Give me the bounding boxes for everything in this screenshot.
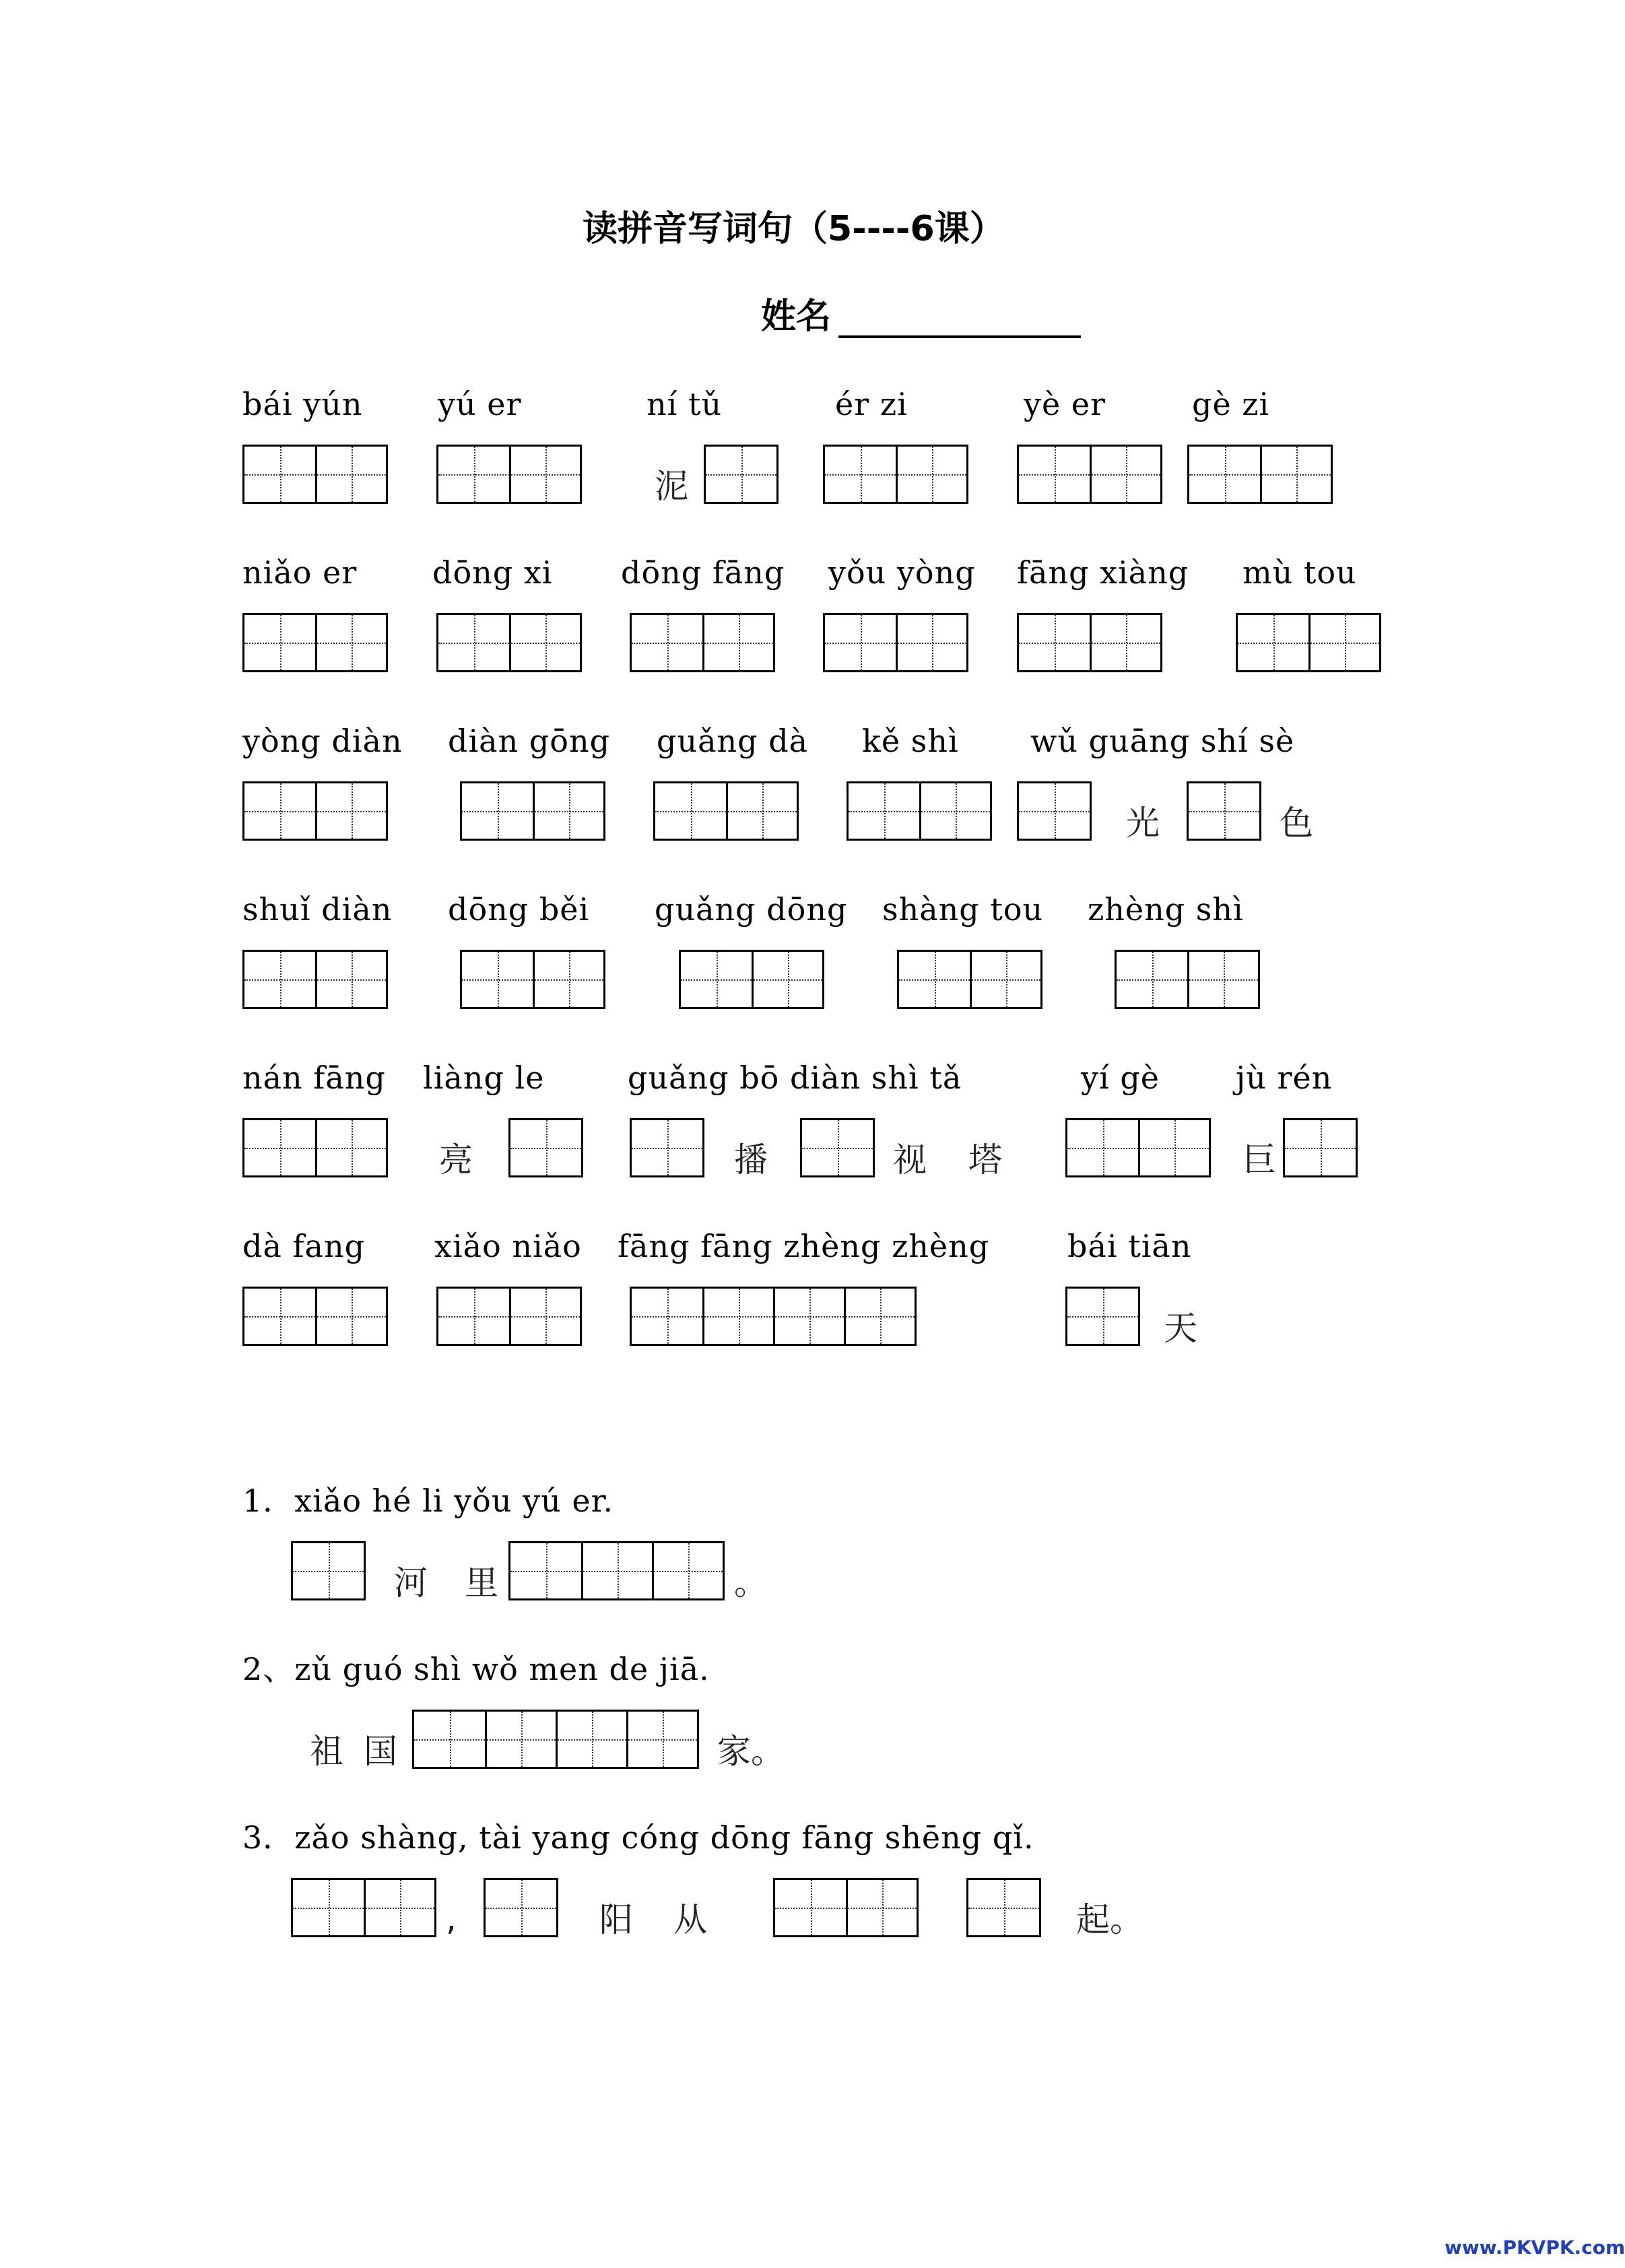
pinyin-item: dōng běi [448,891,590,928]
pinyin-item: xiǎo niǎo [434,1228,582,1264]
pinyin-item: bái yún [242,386,363,422]
writing-grid[interactable] [508,1541,725,1600]
given-character: 色 [1280,804,1313,843]
given-character: 亮 [439,1140,473,1179]
writing-grid[interactable] [1187,445,1333,504]
writing-grid[interactable] [773,1878,919,1937]
writing-grid[interactable] [1017,613,1162,672]
pinyin-item: wǔ guāng shí sè [1030,723,1295,759]
given-character: 天 [1164,1309,1197,1348]
writing-grid[interactable] [1017,781,1092,841]
name-line[interactable] [838,335,1081,338]
pinyin-item: niǎo er [242,554,358,591]
writing-grid[interactable] [1187,781,1261,841]
writing-grid[interactable] [242,781,388,841]
writing-grid[interactable] [704,445,778,504]
pinyin-item: yí gè [1081,1060,1160,1096]
given-character: 巨 [1242,1140,1276,1179]
given-character: 从 [673,1900,707,1939]
writing-grid[interactable] [508,1118,583,1177]
writing-grid[interactable] [460,781,605,841]
pinyin-item: jù rén [1236,1060,1333,1096]
pinyin-item: diàn gōng [448,723,611,759]
pinyin-item: gè zi [1192,386,1270,422]
pinyin-item: yòng diàn [242,723,403,759]
given-character: 播 [734,1140,768,1179]
pinyin-item: guǎng dà [657,723,809,759]
given-character: 家。 [717,1732,785,1771]
pinyin-item: zhèng shì [1088,891,1244,928]
writing-grid[interactable] [436,613,582,672]
given-character: 河 [394,1563,428,1602]
writing-grid[interactable] [823,613,968,672]
given-character: 。 [734,1563,768,1602]
pinyin-item: fāng fāng zhèng zhèng [618,1228,990,1264]
given-character: 起。 [1076,1900,1143,1939]
writing-grid[interactable] [460,950,605,1009]
writing-grid[interactable] [1017,445,1162,504]
website-watermark: www.PKVPK.com [1445,2236,1625,2259]
writing-grid[interactable] [291,1878,436,1937]
pinyin-item: yú er [438,386,522,422]
pinyin-item: yè er [1024,386,1106,422]
pinyin-item: ér zi [835,386,908,422]
writing-grid[interactable] [800,1118,875,1177]
pinyin-item: bái tiān [1067,1228,1192,1264]
writing-grid[interactable] [679,950,824,1009]
pinyin-item: dà fang [242,1228,366,1264]
writing-grid[interactable] [630,1287,917,1346]
pinyin-item: guǎng bō diàn shì tǎ [628,1060,962,1096]
writing-grid[interactable] [897,950,1042,1009]
writing-grid[interactable] [1115,950,1260,1009]
writing-grid[interactable] [1283,1118,1358,1177]
writing-grid[interactable] [242,1118,388,1177]
writing-grid[interactable] [436,1287,582,1346]
given-character: 祖 [310,1732,343,1771]
pinyin-item: fāng xiàng [1017,554,1189,591]
pinyin-item: dōng xi [432,554,553,591]
given-character: 国 [364,1732,397,1771]
writing-grid[interactable] [966,1878,1041,1937]
writing-grid[interactable] [1065,1287,1140,1346]
writing-grid[interactable] [630,1118,704,1177]
name-label: 姓名 [761,296,832,337]
writing-grid[interactable] [1236,613,1381,672]
punctuation: , [446,1899,457,1938]
pinyin-item: guǎng dōng [655,891,848,928]
sentence-pinyin: 3．zǎo shàng, tài yang cóng dōng fāng shēng qǐ. [242,1819,1034,1856]
writing-grid[interactable] [484,1878,558,1937]
writing-grid[interactable] [242,445,388,504]
given-character: 塔 [968,1140,1002,1179]
sentence-pinyin: 1．xiǎo hé li yǒu yú er. [242,1483,614,1519]
pinyin-item: liàng le [423,1060,545,1096]
pinyin-item: nán fāng [242,1060,386,1096]
pinyin-item: shuǐ diàn [242,891,393,928]
writing-grid[interactable] [630,613,775,672]
given-character: 里 [465,1563,498,1602]
writing-grid[interactable] [1065,1118,1211,1177]
writing-grid[interactable] [242,613,388,672]
pinyin-item: dōng fāng [621,554,785,591]
writing-grid[interactable] [291,1541,366,1600]
writing-grid[interactable] [823,445,968,504]
pinyin-item: yǒu yòng [828,554,976,591]
given-character: 阳 [599,1900,633,1939]
pinyin-item: shàng tou [882,891,1044,928]
writing-grid[interactable] [436,445,582,504]
pinyin-item: mù tou [1242,554,1357,591]
given-character: 泥 [655,467,688,506]
writing-grid[interactable] [242,950,388,1009]
worksheet-title: 读拼音写词句（5----6课） [583,209,1005,249]
given-character: 视 [893,1140,927,1179]
pinyin-item: ní tǔ [646,386,723,422]
writing-grid[interactable] [412,1710,699,1769]
pinyin-item: kě shì [862,723,959,759]
sentence-pinyin: 2、zǔ guó shì wǒ men de jiā. [242,1651,710,1687]
writing-grid[interactable] [242,1287,388,1346]
writing-grid[interactable] [847,781,992,841]
given-character: 光 [1126,804,1160,843]
writing-grid[interactable] [653,781,799,841]
